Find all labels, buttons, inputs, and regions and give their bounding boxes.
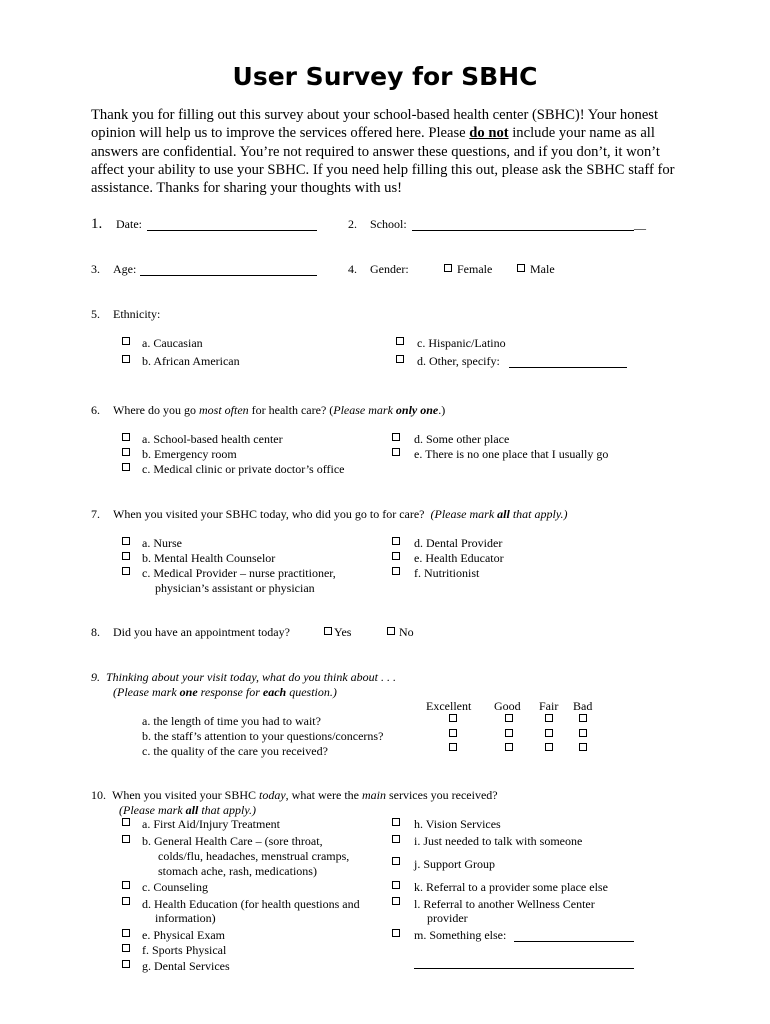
q10-g-label: g. Dental Services	[142, 959, 230, 973]
q9-b-bad-checkbox[interactable]	[579, 729, 587, 737]
q10-k-label: k. Referral to a provider some place else	[414, 880, 608, 894]
q1-number: 1.	[91, 216, 103, 232]
q10-m-label: m. Something else:	[414, 928, 507, 942]
african-american-checkbox[interactable]	[122, 355, 130, 363]
q9-question: 9. Thinking about your visit today, what do you think about . . .	[91, 670, 396, 684]
q5-label: Ethnicity:	[113, 307, 161, 321]
something-else-field-2[interactable]	[414, 955, 634, 969]
q10-j-checkbox[interactable]	[392, 857, 400, 865]
q9-a-bad-checkbox[interactable]	[579, 714, 587, 722]
q2-number: 2.	[348, 217, 357, 231]
col-bad: Bad	[573, 699, 593, 713]
school-field[interactable]	[412, 217, 634, 231]
caucasian-label: a. Caucasian	[142, 336, 203, 350]
other-ethnicity-checkbox[interactable]	[396, 355, 404, 363]
q6-d-label: d. Some other place	[414, 432, 510, 446]
q9-c-label: c. the quality of the care you received?	[142, 744, 328, 758]
q7-b-checkbox[interactable]	[122, 552, 130, 560]
q3-label: Age:	[113, 262, 137, 276]
q10-question: 10. When you visited your SBHC today, what were the main services you received?	[91, 788, 498, 802]
q10-d-label: d. Health Education (for health questions and	[142, 897, 360, 911]
q9-b-excellent-checkbox[interactable]	[449, 729, 457, 737]
q7-a-label: a. Nurse	[142, 536, 182, 550]
intro-paragraph: Thank you for filling out this survey about your school-based health center (SBHC)! Your honest opinion will help us to improve the services offered here. Please do not include your name as all answers are confidential. You’re not required to answer these questions, and if you don’t, it won’t affect your ability to use your SBHC. If you need help filling this out, please ask the SBHC staff for assistance. Thanks for sharing your thoughts with us!	[91, 107, 675, 197]
q10-i-label: i. Just needed to talk with someone	[414, 834, 583, 848]
col-fair: Fair	[539, 699, 559, 713]
col-good: Good	[494, 699, 521, 713]
q10-l-label: l. Referral to another Wellness Center	[414, 897, 595, 911]
q10-b-checkbox[interactable]	[122, 835, 130, 843]
hispanic-checkbox[interactable]	[396, 337, 404, 345]
q2-tail: __	[634, 217, 646, 231]
appointment-no-label: No	[399, 625, 414, 639]
q6-b-checkbox[interactable]	[122, 448, 130, 456]
q10-m-checkbox[interactable]	[392, 929, 400, 937]
q5-number: 5.	[91, 307, 100, 321]
other-ethnicity-label: d. Other, specify:	[417, 354, 500, 368]
q9-c-excellent-checkbox[interactable]	[449, 743, 457, 751]
q4-label: Gender:	[370, 262, 409, 276]
q9-a-fair-checkbox[interactable]	[545, 714, 553, 722]
q10-i-checkbox[interactable]	[392, 835, 400, 843]
q6-a-checkbox[interactable]	[122, 433, 130, 441]
q8-question: Did you have an appointment today?	[113, 625, 290, 639]
q10-b-label: b. General Health Care – (sore throat,	[142, 834, 323, 848]
q4-number: 4.	[348, 262, 357, 276]
q9-c-good-checkbox[interactable]	[505, 743, 513, 751]
q7-c-checkbox[interactable]	[122, 567, 130, 575]
q10-l-checkbox[interactable]	[392, 897, 400, 905]
q10-h-label: h. Vision Services	[414, 817, 501, 831]
q10-f-label: f. Sports Physical	[142, 943, 227, 957]
q9-instruction: (Please mark one response for each question.)	[113, 685, 337, 699]
q7-e-label: e. Health Educator	[414, 551, 504, 565]
q6-b-label: b. Emergency room	[142, 447, 237, 461]
q10-e-label: e. Physical Exam	[142, 928, 225, 942]
q10-d-label-cont: information)	[155, 911, 216, 925]
q10-a-label: a. First Aid/Injury Treatment	[142, 817, 280, 831]
q10-k-checkbox[interactable]	[392, 881, 400, 889]
q7-c-label: c. Medical Provider – nurse practitioner,	[142, 566, 336, 580]
q9-a-excellent-checkbox[interactable]	[449, 714, 457, 722]
col-excellent: Excellent	[426, 699, 472, 713]
q10-f-checkbox[interactable]	[122, 944, 130, 952]
q10-l-label-cont: provider	[427, 911, 468, 925]
q6-c-label: c. Medical clinic or private doctor’s office	[142, 462, 345, 476]
q7-a-checkbox[interactable]	[122, 537, 130, 545]
q10-b-label-cont1: colds/flu, headaches, menstrual cramps,	[158, 849, 350, 863]
appointment-no-checkbox[interactable]	[387, 627, 395, 635]
african-american-label: b. African American	[142, 354, 240, 368]
q6-number: 6.	[91, 403, 100, 417]
page-title: User Survey for SBHC	[232, 62, 538, 91]
q10-g-checkbox[interactable]	[122, 960, 130, 968]
q9-b-good-checkbox[interactable]	[505, 729, 513, 737]
appointment-yes-label: Yes	[334, 625, 352, 639]
q6-c-checkbox[interactable]	[122, 463, 130, 471]
q7-e-checkbox[interactable]	[392, 552, 400, 560]
q9-b-label: b. the staff’s attention to your questions/concerns?	[142, 729, 384, 743]
female-label: Female	[457, 262, 493, 276]
q10-h-checkbox[interactable]	[392, 818, 400, 826]
q6-a-label: a. School-based health center	[142, 432, 283, 446]
appointment-yes-checkbox[interactable]	[324, 627, 332, 635]
q7-c-label-cont: physician’s assistant or physician	[155, 581, 315, 595]
q6-e-checkbox[interactable]	[392, 448, 400, 456]
q7-number: 7.	[91, 507, 100, 521]
date-field[interactable]	[147, 217, 317, 231]
q10-c-label: c. Counseling	[142, 880, 208, 894]
male-checkbox[interactable]	[517, 264, 525, 272]
male-label: Male	[530, 262, 555, 276]
female-checkbox[interactable]	[444, 264, 452, 272]
q7-f-label: f. Nutritionist	[414, 566, 480, 580]
q9-c-bad-checkbox[interactable]	[579, 743, 587, 751]
q7-d-checkbox[interactable]	[392, 537, 400, 545]
q10-b-label-cont2: stomach ache, rash, medications)	[158, 864, 317, 878]
hispanic-label: c. Hispanic/Latino	[417, 336, 506, 350]
q1-label: Date:	[116, 217, 142, 231]
q9-b-fair-checkbox[interactable]	[545, 729, 553, 737]
q10-instruction: (Please mark all that apply.)	[119, 803, 256, 817]
q10-j-label: j. Support Group	[414, 857, 495, 871]
caucasian-checkbox[interactable]	[122, 337, 130, 345]
q3-number: 3.	[91, 262, 100, 276]
q9-c-fair-checkbox[interactable]	[545, 743, 553, 751]
q6-d-checkbox[interactable]	[392, 433, 400, 441]
other-ethnicity-field[interactable]	[509, 354, 627, 368]
q10-d-checkbox[interactable]	[122, 897, 130, 905]
q7-d-label: d. Dental Provider	[414, 536, 503, 550]
q7-question: When you visited your SBHC today, who did you go to for care? (Please mark all that apply.)	[113, 507, 568, 521]
q6-question: Where do you go most often for health care? (Please mark only one.)	[113, 403, 446, 417]
q10-a-checkbox[interactable]	[122, 818, 130, 826]
q10-e-checkbox[interactable]	[122, 929, 130, 937]
q6-e-label: e. There is no one place that I usually go	[414, 447, 609, 461]
q7-b-label: b. Mental Health Counselor	[142, 551, 276, 565]
q8-number: 8.	[91, 625, 100, 639]
q10-c-checkbox[interactable]	[122, 881, 130, 889]
something-else-field[interactable]	[514, 928, 634, 942]
age-field[interactable]	[140, 262, 317, 276]
q9-a-label: a. the length of time you had to wait?	[142, 714, 321, 728]
q9-a-good-checkbox[interactable]	[505, 714, 513, 722]
q7-f-checkbox[interactable]	[392, 567, 400, 575]
q2-label: School:	[370, 217, 407, 231]
